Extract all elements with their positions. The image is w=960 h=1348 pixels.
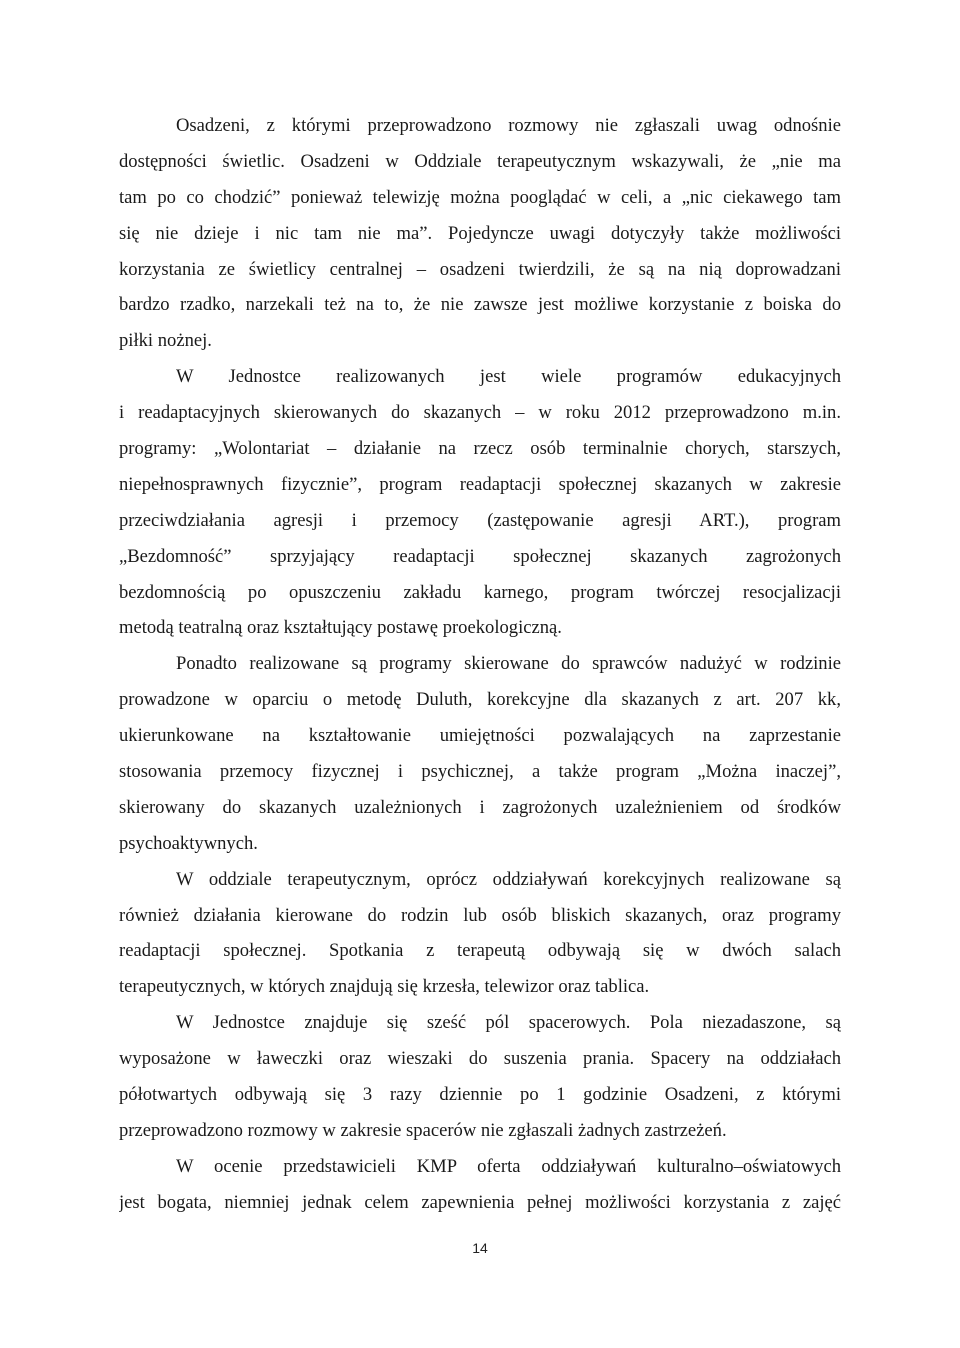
- text-line: korzystania ze świetlicy centralnej – osadzeni twierdzili, że są na nią doprowadzani: [119, 258, 841, 280]
- text-line: ukierunkowane na kształtowanie umiejętności pozwalających na zaprzestanie: [119, 725, 841, 747]
- text-line: W oddziale terapeutycznym, oprócz oddziaływań korekcyjnych realizowane są: [176, 868, 841, 890]
- text-line: bardzo rzadko, narzekali też na to, że nie zawsze jest możliwe korzystanie z boiska do: [119, 294, 841, 316]
- text-line: jest bogata, niemniej jednak celem zapewnienia pełnej możliwości korzystania z zajęć: [119, 1191, 841, 1213]
- text-line: Ponadto realizowane są programy skierowane do sprawców nadużyć w rodzinie: [176, 653, 841, 675]
- text-line: niepełnosprawnych fizycznie”, program readaptacji społecznej skazanych w zakresie: [119, 473, 841, 495]
- text-line: „Bezdomność” sprzyjający readaptacji społecznej skazanych zagrożonych: [119, 545, 841, 567]
- text-line: prowadzone w oparciu o metodę Duluth, korekcyjne dla skazanych z art. 207 kk,: [119, 689, 841, 711]
- text-line: psychoaktywnych.: [119, 832, 258, 854]
- body-text: [119, 108, 841, 1221]
- text-line: się nie dzieje i nic tam nie ma”. Pojedyncze uwagi dotyczyły także możliwości: [119, 222, 841, 244]
- text-line: tam po co chodzić” ponieważ telewizję można pooglądać w celi, a „nic ciekawego tam: [119, 186, 841, 208]
- page-number: 14: [472, 1240, 488, 1256]
- text-line: metodą teatralną oraz kształtujący postawę proekologiczną.: [119, 617, 562, 639]
- text-line: bezdomnością po opuszczeniu zakładu karnego, program twórczej resocjalizacji: [119, 581, 841, 603]
- text-line: półotwartych odbywają się 3 razy dziennie po 1 godzinie Osadzeni, z którymi: [119, 1084, 841, 1106]
- text-line: dostępności świetlic. Osadzeni w Oddziale terapeutycznym wskazywali, że „nie ma: [119, 150, 841, 172]
- text-line: wyposażone w ławeczki oraz wieszaki do suszenia prania. Spacery na oddziałach: [119, 1048, 841, 1070]
- text-line: readaptacji społecznej. Spotkania z terapeutą odbywają się w dwóch salach: [119, 940, 841, 962]
- text-line: przeciwdziałania agresji i przemocy (zastępowanie agresji ART.), program: [119, 509, 841, 531]
- text-line: również działania kierowane do rodzin lub osób bliskich skazanych, oraz programy: [119, 904, 841, 926]
- text-line: W Jednostce znajduje się sześć pól spacerowych. Pola niezadaszone, są: [176, 1012, 841, 1034]
- text-line: i readaptacyjnych skierowanych do skazanych – w roku 2012 przeprowadzono m.in.: [119, 402, 841, 424]
- text-line: stosowania przemocy fizycznej i psychicznej, a także program „Można inaczej”,: [119, 761, 841, 783]
- text-line: W Jednostce realizowanych jest wiele programów edukacyjnych: [176, 366, 841, 388]
- text-line: przeprowadzono rozmowy w zakresie spacerów nie zgłaszali żadnych zastrzeżeń.: [119, 1119, 727, 1141]
- text-line: programy: „Wolontariat – działanie na rzecz osób terminalnie chorych, starszych,: [119, 438, 841, 460]
- text-line: Osadzeni, z którymi przeprowadzono rozmowy nie zgłaszali uwag odnośnie: [176, 115, 841, 136]
- text-line: W ocenie przedstawicieli KMP oferta oddziaływań kulturalno–oświatowych: [176, 1155, 841, 1177]
- text-line: terapeutycznych, w których znajdują się krzesła, telewizor oraz tablica.: [119, 976, 650, 998]
- text-line: skierowany do skazanych uzależnionych i zagrożonych uzależnieniem od środków: [119, 796, 841, 818]
- text-line: piłki nożnej.: [119, 330, 212, 352]
